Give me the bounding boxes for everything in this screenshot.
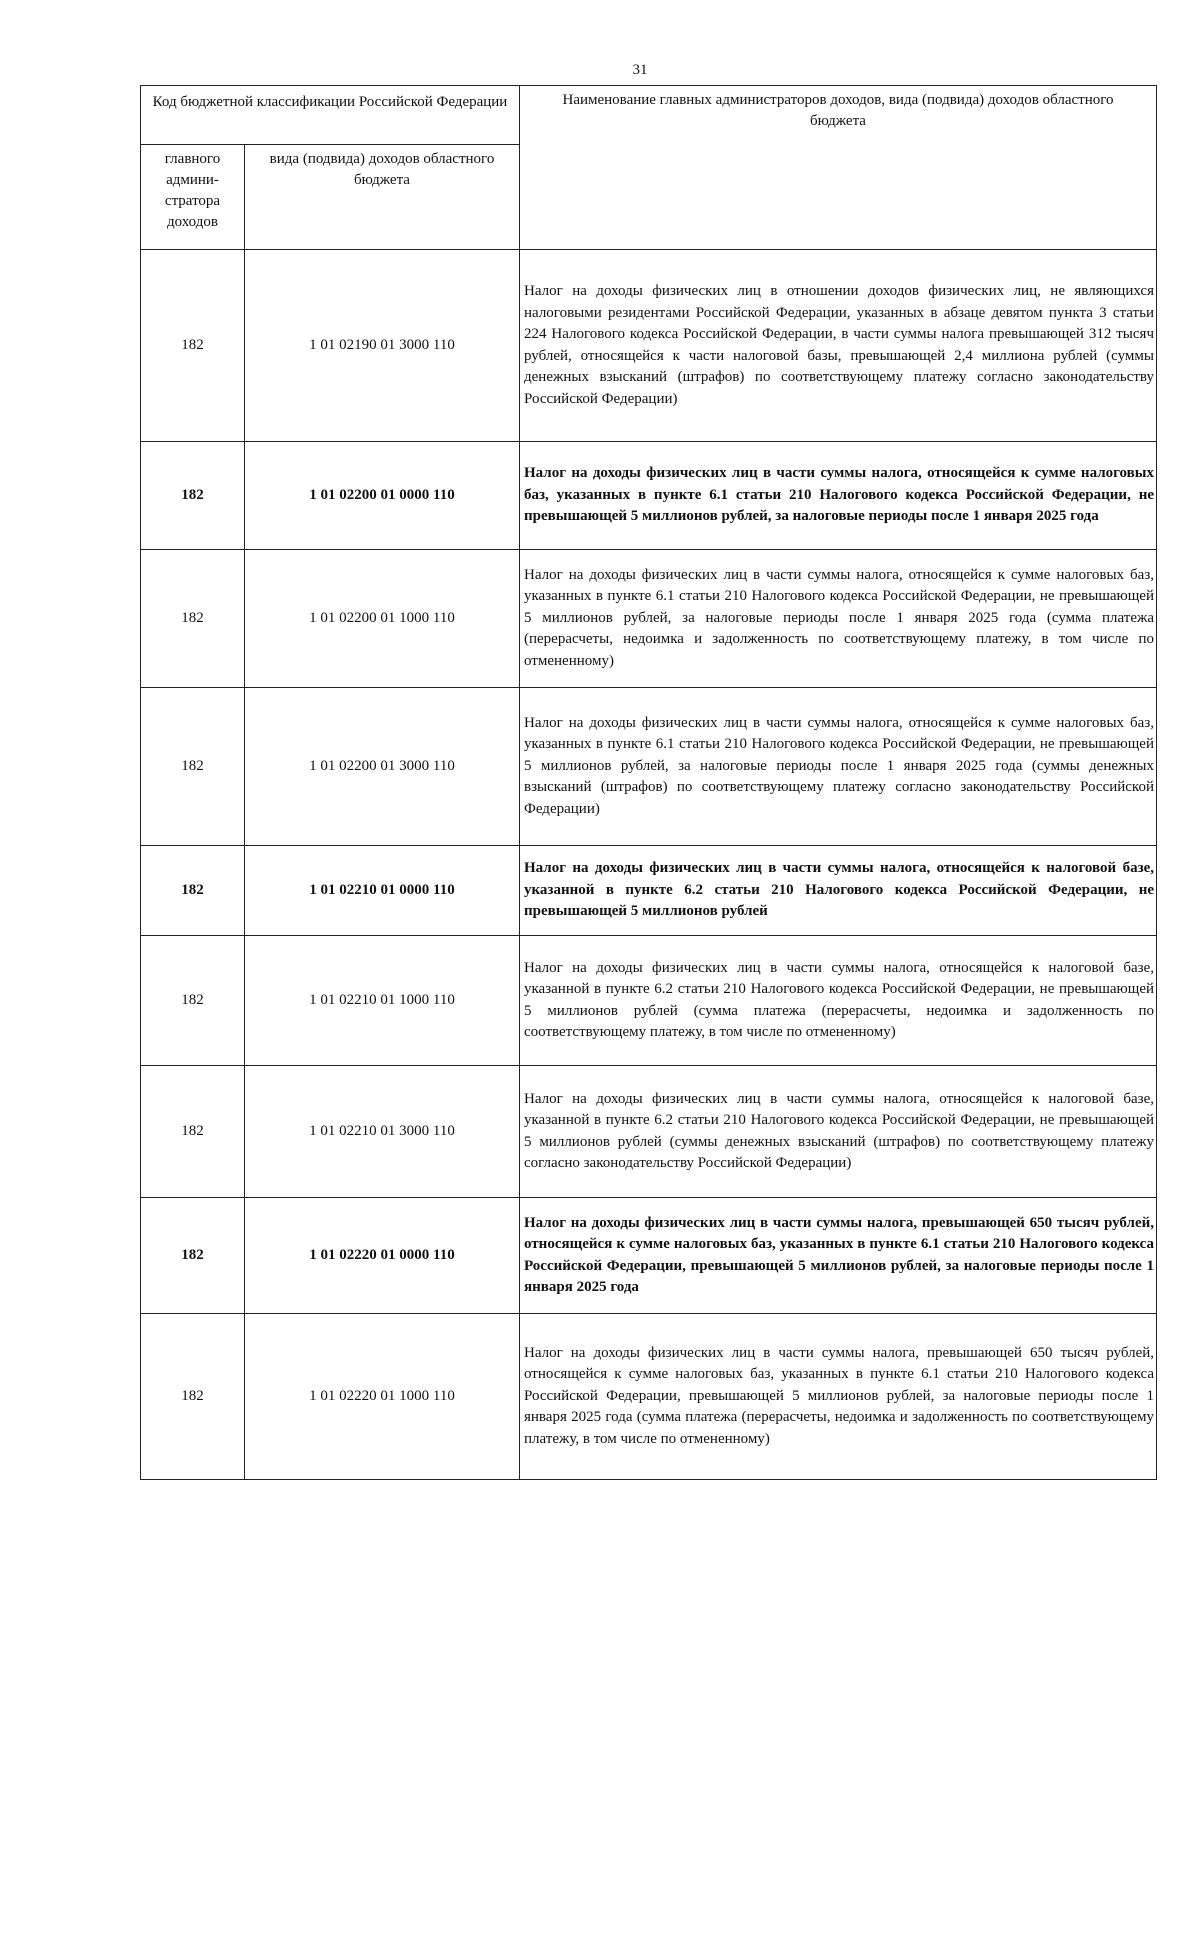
table-row [141,688,1157,846]
income-code-cell: 1 01 02220 01 1000 110 [245,1314,520,1480]
description-cell: Налог на доходы физических лиц в части суммы налога, относящейся к сумме налоговых баз, указанных в пункте 6.1 статьи 210 Налогового кодекса Российской Федерации, не превышающей 5 миллионов рублей, за налоговые периоды после 1 января 2025 года (суммы денежных взысканий (штрафов) по соответствующему платежу согласно законодательству Российской Федерации) [520,688,1157,846]
description-cell: Налог на доходы физических лиц в части суммы налога, относящейся к налоговой базе, указанной в пункте 6.2 статьи 210 Налогового кодекса Российской Федерации, не превышающей 5 миллионов рублей (сумма платежа (перерасчеты, недоимка и задолженность по соответствующему платежу, в том числе по отмененному) [520,936,1157,1066]
description-cell: Налог на доходы физических лиц в части суммы налога, превышающей 650 тысяч рублей, относящейся к сумме налоговых баз, указанных в пункте 6.1 статьи 210 Налогового кодекса Российской Федерации, превышающей 5 миллионов рублей, за налоговые периоды после 1 января 2025 года (сумма платежа (перерасчеты, недоимка и задолженность по соответствующему платежу, в том числе по отмененному) [520,1314,1157,1480]
description-cell: Налог на доходы физических лиц в части суммы налога, превышающей 650 тысяч рублей, относящейся к сумме налоговых баз, указанных в пункте 6.1 статьи 210 Налогового кодекса Российской Федерации, превышающей 5 миллионов рублей, за налоговые периоды после 1 января 2025 года [520,1198,1157,1314]
table-row [141,250,1157,442]
admin-column-header: главного админи-стратора доходов [141,145,245,250]
admin-code-cell: 182 [141,250,245,442]
table-row [141,846,1157,936]
page-number: 31 [632,62,648,78]
table-header-row [141,86,1157,145]
income-code-cell: 1 01 02190 01 3000 110 [245,250,520,442]
table-row [141,1314,1157,1480]
code-group-header: Код бюджетной классификации Российской Федерации [141,86,520,145]
admin-code-cell: 182 [141,936,245,1066]
description-cell: Налог на доходы физических лиц в части суммы налога, относящейся к налоговой базе, указанной в пункте 6.2 статьи 210 Налогового кодекса Российской Федерации, не превышающей 5 миллионов рублей (суммы денежных взысканий (штрафов) по соответствующему платежу согласно законодательству Российской Федерации) [520,1066,1157,1198]
description-cell: Налог на доходы физических лиц в части суммы налога, относящейся к сумме налоговых баз, указанных в пункте 6.1 статьи 210 Налогового кодекса Российской Федерации, не превышающей 5 миллионов рублей, за налоговые периоды после 1 января 2025 года [520,442,1157,550]
income-code-cell: 1 01 02200 01 3000 110 [245,688,520,846]
table-row [141,1198,1157,1314]
table-row [141,550,1157,688]
description-cell: Налог на доходы физических лиц в отношении доходов физических лиц, не являющихся налоговыми резидентами Российской Федерации, указанных в абзаце девятом пункта 3 статьи 224 Налогового кодекса Российской Федерации, в части суммы налога превышающей 312 тысяч рублей, относящейся к части налоговой базы, превышающей 2,4 миллиона рублей (суммы денежных взысканий (штрафов) по соответствующему платежу согласно законодательству Российской Федерации) [520,250,1157,442]
admin-code-cell: 182 [141,442,245,550]
code-column-header: вида (подвида) доходов областного бюджета [245,145,520,250]
income-code-cell: 1 01 02220 01 0000 110 [245,1198,520,1314]
admin-code-cell: 182 [141,688,245,846]
income-code-cell: 1 01 02200 01 1000 110 [245,550,520,688]
admin-code-cell: 182 [141,550,245,688]
admin-code-cell: 182 [141,1066,245,1198]
description-cell: Налог на доходы физических лиц в части суммы налога, относящейся к сумме налоговых баз, указанных в пункте 6.1 статьи 210 Налогового кодекса Российской Федерации, не превышающей 5 миллионов рублей, за налоговые периоды после 1 января 2025 года (сумма платежа (перерасчеты, недоимка и задолженность по соответствующему платежу, в том числе по отмененному) [520,550,1157,688]
budget-classification-table [140,85,1157,1480]
admin-code-cell: 182 [141,1198,245,1314]
description-cell: Налог на доходы физических лиц в части суммы налога, относящейся к налоговой базе, указанной в пункте 6.2 статьи 210 Налогового кодекса Российской Федерации, не превышающей 5 миллионов рублей [520,846,1157,936]
table-row [141,1066,1157,1198]
income-code-cell: 1 01 02200 01 0000 110 [245,442,520,550]
table-row [141,936,1157,1066]
income-code-cell: 1 01 02210 01 0000 110 [245,846,520,936]
income-code-cell: 1 01 02210 01 1000 110 [245,936,520,1066]
admin-code-cell: 182 [141,1314,245,1480]
name-column-header: Наименование главных администраторов доходов, вида (подвида) доходов областного бюджета [520,86,1157,250]
admin-code-cell: 182 [141,846,245,936]
income-code-cell: 1 01 02210 01 3000 110 [245,1066,520,1198]
table-row [141,442,1157,550]
